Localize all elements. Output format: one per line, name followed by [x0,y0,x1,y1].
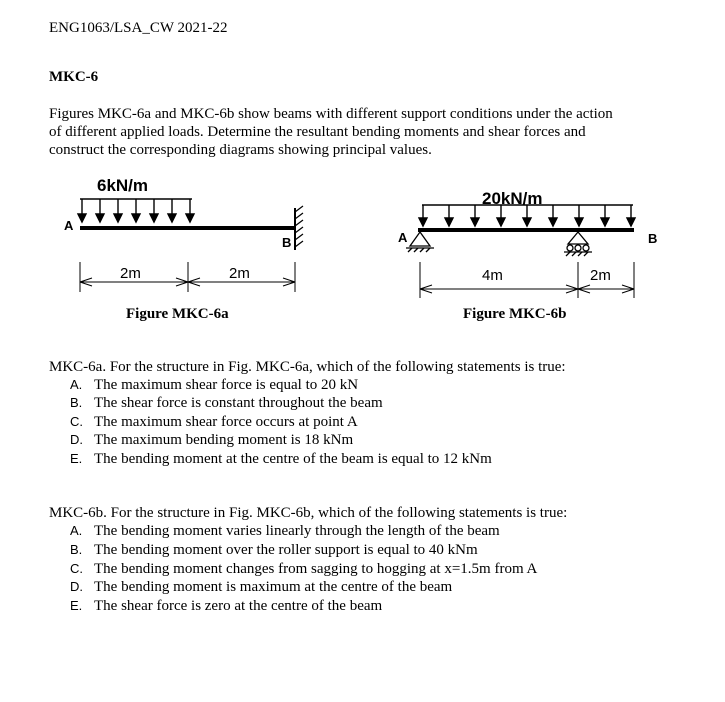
fig-b-load-arrows [419,205,635,226]
fig-a-point-b: B [282,235,292,250]
fig-a-dim-1: 2m [120,265,141,282]
fig-b-dim-2: 2m [590,267,611,284]
fig-b-point-a: A [398,230,408,245]
fig-a-load-label: 6kN/m [97,176,149,195]
fig-a-support-hatch [295,206,303,247]
section-title: MKC-6 [49,69,99,85]
fig-b-beam [418,228,634,232]
intro-line-2: of different applied loads. Determine the resultant bending moments and shear forces and [49,124,586,140]
option-text: The bending moment varies linearly through the length of the beam [94,523,500,539]
option-text: The maximum shear force occurs at point A [94,414,358,430]
option-letter: E. [70,451,83,466]
fig-b-dim-1: 4m [482,267,503,284]
fig-b-point-b: B [648,231,658,246]
option-text: The shear force is constant throughout the beam [94,395,383,411]
option-letter: B. [70,395,83,410]
document-header: ENG1063/LSA_CW 2021-22 [49,20,228,36]
option-letter: E. [70,598,83,613]
figure-6b [398,189,657,322]
fig-a-dim-2: 2m [229,265,250,282]
fig-a-dimension [80,262,295,292]
option-letter: D. [70,432,83,447]
option-text: The bending moment at the centre of the beam is equal to 12 kNm [94,451,492,467]
fig-b-roller-support [564,232,592,256]
intro-line-3: construct the corresponding diagrams showing principal values. [49,142,432,158]
option-text: The bending moment is maximum at the centre of the beam [94,579,453,595]
fig-a-load-arrows [78,199,194,222]
fig-a-point-a: A [64,218,74,233]
fig-a-beam [80,226,294,230]
option-text: The shear force is zero at the centre of the beam [94,598,383,614]
option-text: The maximum bending moment is 18 kNm [94,432,354,448]
beam-figures [0,0,725,340]
fig-a-caption: Figure MKC-6a [126,306,229,322]
fig-b-pin-support [406,232,434,252]
option-letter: B. [70,542,83,557]
question-a-prompt: MKC-6a. For the structure in Fig. MKC-6a, which of the following statements is true: [49,359,566,375]
option-letter: A. [70,523,83,538]
option-letter: C. [70,414,83,429]
intro-line-1: Figures MKC-6a and MKC-6b show beams with different support conditions under the action [49,106,613,122]
question-b-prompt: MKC-6b. For the structure in Fig. MKC-6b, which of the following statements is true: [49,505,568,521]
fig-b-caption: Figure MKC-6b [463,306,567,322]
option-text: The bending moment changes from sagging to hogging at x=1.5m from A [94,561,538,577]
option-text: The maximum shear force is equal to 20 kN [94,377,359,393]
option-letter: A. [70,377,83,392]
figure-6a [64,176,303,322]
option-text: The bending moment over the roller support is equal to 40 kNm [94,542,478,558]
option-letter: D. [70,579,83,594]
option-letter: C. [70,561,83,576]
fig-b-load-label: 20kN/m [482,189,543,208]
